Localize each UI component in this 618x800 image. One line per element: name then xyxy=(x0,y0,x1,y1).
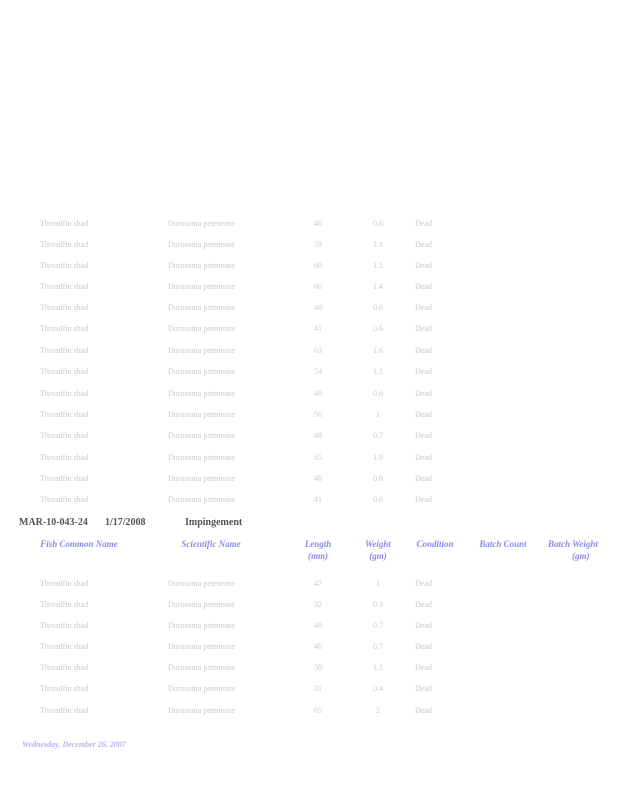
table-row xyxy=(0,344,618,358)
common-name-cell: Threadfin shad xyxy=(40,410,89,419)
length-cell: 54 xyxy=(314,367,322,376)
column-header-condition xyxy=(410,538,460,550)
table-row xyxy=(0,238,618,252)
scientific-name-cell: Dorosoma petenense xyxy=(168,600,235,609)
scientific-name-cell: Dorosoma petenense xyxy=(168,324,235,333)
header-unit: (mm) xyxy=(308,551,328,561)
common-name-cell: Threadfin shad xyxy=(40,367,89,376)
common-name-cell: Threadfin shad xyxy=(40,621,89,630)
scientific-name-cell: Dorosoma petenense xyxy=(168,346,235,355)
condition-cell: Dead xyxy=(415,282,432,291)
length-cell: 48 xyxy=(314,474,322,483)
common-name-cell: Threadfin shad xyxy=(40,303,89,312)
table-row xyxy=(0,280,618,294)
scientific-name-cell: Dorosoma petenense xyxy=(168,642,235,651)
length-cell: 65 xyxy=(314,453,322,462)
length-cell: 40 xyxy=(314,642,322,651)
table-row xyxy=(0,217,618,231)
condition-cell: Dead xyxy=(415,663,432,672)
header-unit: (gm) xyxy=(572,551,590,561)
weight-cell: 1.1 xyxy=(373,367,383,376)
length-cell: 65 xyxy=(314,706,322,715)
condition-cell: Dead xyxy=(415,495,432,504)
weight-cell: 0.6 xyxy=(373,303,383,312)
condition-cell: Dead xyxy=(415,346,432,355)
condition-cell: Dead xyxy=(415,453,432,462)
weight-cell: 0.7 xyxy=(373,431,383,440)
table-row xyxy=(0,619,618,633)
column-header-length xyxy=(298,538,338,562)
scientific-name-cell: Dorosoma petenense xyxy=(168,389,235,398)
length-cell: 59 xyxy=(314,240,322,249)
sample-id: MAR-10-043-24 xyxy=(19,517,88,528)
table-row xyxy=(0,598,618,612)
header-label: Length xyxy=(304,539,332,549)
scientific-name-cell: Dorosoma petenense xyxy=(168,495,235,504)
weight-cell: 0.6 xyxy=(373,324,383,333)
length-cell: 41 xyxy=(314,324,322,333)
weight-cell: 0.6 xyxy=(373,495,383,504)
common-name-cell: Threadfin shad xyxy=(40,431,89,440)
column-header-common-name xyxy=(20,538,138,550)
condition-cell: Dead xyxy=(415,474,432,483)
weight-cell: 1.1 xyxy=(373,261,383,270)
sample-header xyxy=(19,516,609,530)
weight-cell: 0.3 xyxy=(373,600,383,609)
table-row xyxy=(0,577,618,591)
table-row xyxy=(0,661,618,675)
scientific-name-cell: Dorosoma petenense xyxy=(168,663,235,672)
header-label: Condition xyxy=(416,539,454,549)
condition-cell: Dead xyxy=(415,410,432,419)
common-name-cell: Threadfin shad xyxy=(40,706,89,715)
length-cell: 40 xyxy=(314,389,322,398)
scientific-name-cell: Dorosoma petenense xyxy=(168,367,235,376)
common-name-cell: Threadfin shad xyxy=(40,684,89,693)
common-name-cell: Threadfin shad xyxy=(40,495,89,504)
length-cell: 50 xyxy=(314,663,322,672)
condition-cell: Dead xyxy=(415,389,432,398)
weight-cell: 2 xyxy=(376,706,380,715)
column-header-weight xyxy=(356,538,400,562)
header-label: Batch Count xyxy=(479,539,527,549)
length-cell: 60 xyxy=(314,282,322,291)
weight-cell: 1.9 xyxy=(373,453,383,462)
common-name-cell: Threadfin shad xyxy=(40,282,89,291)
common-name-cell: Threadfin shad xyxy=(40,219,89,228)
length-cell: 40 xyxy=(314,303,322,312)
weight-cell: 0.4 xyxy=(373,684,383,693)
condition-cell: Dead xyxy=(415,579,432,588)
scientific-name-cell: Dorosoma petenense xyxy=(168,474,235,483)
weight-cell: 1.6 xyxy=(373,346,383,355)
sample-date: 1/17/2008 xyxy=(105,517,146,528)
table-row xyxy=(0,387,618,401)
footer-date: Wednesday, December 26, 2007 xyxy=(22,740,126,749)
scientific-name-cell: Dorosoma petenense xyxy=(168,706,235,715)
length-cell: 48 xyxy=(314,431,322,440)
condition-cell: Dead xyxy=(415,367,432,376)
scientific-name-cell: Dorosoma petenense xyxy=(168,453,235,462)
common-name-cell: Threadfin shad xyxy=(40,346,89,355)
common-name-cell: Threadfin shad xyxy=(40,261,89,270)
length-cell: 41 xyxy=(314,495,322,504)
scientific-name-cell: Dorosoma petenense xyxy=(168,282,235,291)
scientific-name-cell: Dorosoma petenense xyxy=(168,303,235,312)
length-cell: 40 xyxy=(314,621,322,630)
common-name-cell: Threadfin shad xyxy=(40,579,89,588)
weight-cell: 1.4 xyxy=(373,282,383,291)
table-row xyxy=(0,451,618,465)
condition-cell: Dead xyxy=(415,684,432,693)
weight-cell: 0.6 xyxy=(373,219,383,228)
weight-cell: 1 xyxy=(376,410,380,419)
weight-cell: 1.1 xyxy=(373,663,383,672)
condition-cell: Dead xyxy=(415,261,432,270)
condition-cell: Dead xyxy=(415,706,432,715)
common-name-cell: Threadfin shad xyxy=(40,324,89,333)
header-label: Batch Weight xyxy=(548,539,598,549)
common-name-cell: Threadfin shad xyxy=(40,389,89,398)
length-cell: 40 xyxy=(314,219,322,228)
table-row xyxy=(0,301,618,315)
weight-cell: 1 xyxy=(376,579,380,588)
table-row xyxy=(0,472,618,486)
table-row xyxy=(0,322,618,336)
sample-type: Impingement xyxy=(185,517,243,528)
scientific-name-cell: Dorosoma petenense xyxy=(168,431,235,440)
common-name-cell: Threadfin shad xyxy=(40,240,89,249)
length-cell: 60 xyxy=(314,261,322,270)
scientific-name-cell: Dorosoma petenense xyxy=(168,684,235,693)
scientific-name-cell: Dorosoma petenense xyxy=(168,240,235,249)
table-row xyxy=(0,704,618,718)
table-row xyxy=(0,640,618,654)
length-cell: 63 xyxy=(314,346,322,355)
condition-cell: Dead xyxy=(415,219,432,228)
common-name-cell: Threadfin shad xyxy=(40,663,89,672)
condition-cell: Dead xyxy=(415,642,432,651)
common-name-cell: Threadfin shad xyxy=(40,474,89,483)
scientific-name-cell: Dorosoma petenense xyxy=(168,621,235,630)
table-row xyxy=(0,365,618,379)
weight-cell: 0.6 xyxy=(373,389,383,398)
header-label: Weight xyxy=(365,539,391,549)
length-cell: 47 xyxy=(314,579,322,588)
column-header-scientific-name xyxy=(166,538,256,550)
table-row xyxy=(0,259,618,273)
table-row xyxy=(0,429,618,443)
scientific-name-cell: Dorosoma petenense xyxy=(168,261,235,270)
table-row xyxy=(0,408,618,422)
common-name-cell: Threadfin shad xyxy=(40,600,89,609)
condition-cell: Dead xyxy=(415,431,432,440)
length-cell: 32 xyxy=(314,600,322,609)
length-cell: 31 xyxy=(314,684,322,693)
weight-cell: 0.7 xyxy=(373,621,383,630)
common-name-cell: Threadfin shad xyxy=(40,642,89,651)
condition-cell: Dead xyxy=(415,621,432,630)
length-cell: 56 xyxy=(314,410,322,419)
header-label: Fish Common Name xyxy=(40,539,118,549)
table-row xyxy=(0,682,618,696)
condition-cell: Dead xyxy=(415,240,432,249)
header-unit: (gm) xyxy=(369,551,387,561)
column-header-batch-count xyxy=(470,538,536,550)
column-header-batch-weight xyxy=(548,538,618,562)
condition-cell: Dead xyxy=(415,303,432,312)
weight-cell: 1.1 xyxy=(373,240,383,249)
weight-cell: 0.8 xyxy=(373,474,383,483)
scientific-name-cell: Dorosoma petenense xyxy=(168,410,235,419)
scientific-name-cell: Dorosoma petenense xyxy=(168,219,235,228)
condition-cell: Dead xyxy=(415,600,432,609)
header-label: Scientific Name xyxy=(181,539,241,549)
weight-cell: 0.7 xyxy=(373,642,383,651)
condition-cell: Dead xyxy=(415,324,432,333)
scientific-name-cell: Dorosoma petenense xyxy=(168,579,235,588)
table-row xyxy=(0,493,618,507)
common-name-cell: Threadfin shad xyxy=(40,453,89,462)
